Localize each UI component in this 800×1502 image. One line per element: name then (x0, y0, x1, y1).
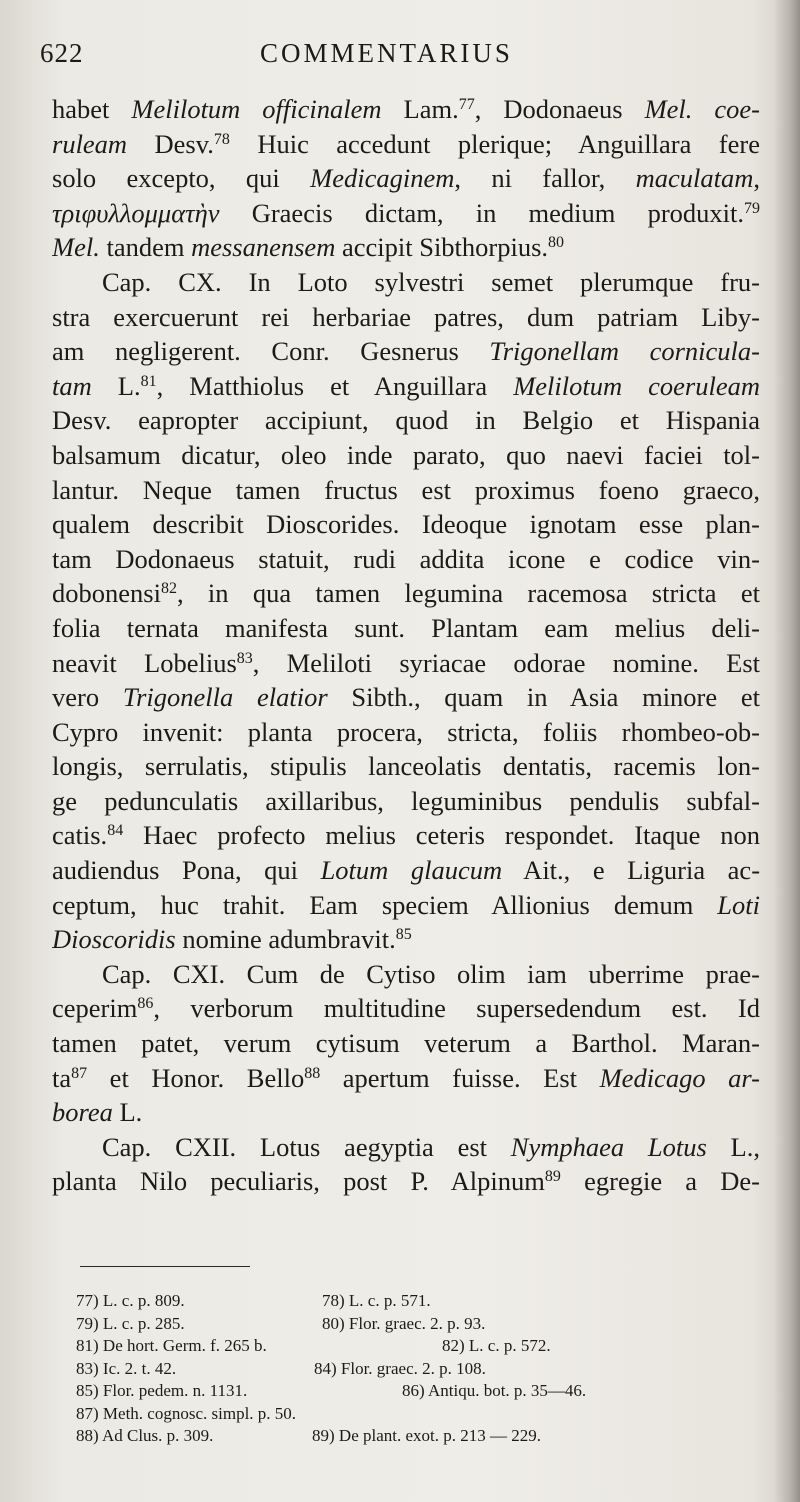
footnote-entry: 79) L. c. p. 285. (76, 1313, 185, 1333)
text-line: Dioscoridis nomine adumbravit.$^{85}$ (52, 924, 412, 955)
text-line: stra exercuerunt rei herbariae patres, dum patriam Liby- (52, 301, 760, 332)
text-line: habet Melilotum officinalem Lam.$^{77}$, Dodonaeus Mel. coe- (52, 94, 760, 124)
text-line: lantur. Neque tamen fructus est proximus foeno graeco, (52, 474, 760, 505)
footnote-entry: 87) Meth. cognosc. simpl. p. 50. (76, 1403, 297, 1423)
page-gutter-shadow (774, 0, 800, 1502)
text-line: dobonensi$^{82}$, in qua tamen legumina racemosa stricta et (52, 578, 760, 609)
text-line: audiendus Pona, qui Lotum glaucum Ait., e Liguria ac- (52, 855, 760, 886)
text-line: Cypro invenit: planta procera, stricta, foliis rhombeo-ob- (52, 716, 760, 747)
text-line: $ta^{87}$ et Honor. Bello$^{88}$ apertum fuisse. Est Medicago ar- (52, 1062, 760, 1093)
text-line: planta Nilo peculiaris, post P. Alpinum$^{89}$ egregie a De- (52, 1166, 760, 1197)
text-line: ceperim$^{86}$, verborum multitudine supersedendum est. Id (52, 993, 760, 1024)
text-line: ruleam Desv.$^{78}$ Huic accedunt plerique; Anguillara fere (52, 128, 760, 159)
footnote-entry: 83) Ic. 2. t. 42. (76, 1358, 177, 1378)
footnote-row (76, 1403, 756, 1426)
footnote-row (76, 1290, 756, 1313)
footnote-row (76, 1313, 756, 1336)
footnote-entry: 85) Flor. pedem. n. 1131. (76, 1381, 248, 1400)
text-line: ceptum, huc trahit. Eam speciem Allionius demum Loti (52, 889, 760, 920)
footnote-entry: 86) Antiqu. bot. p. 35—46. (402, 1381, 587, 1400)
text-line: τριφυλλομματὴν Graecis dictam, in medium produxit.$^{79}$ (52, 197, 760, 228)
footnote-row (76, 1358, 756, 1381)
text-line: Cap. CX. In Loto sylvestri semet plerumque fru- (102, 266, 760, 297)
text-line: Cap. CXI. Cum de Cytiso olim iam uberrime prae- (102, 958, 760, 989)
text-line: am negligerent. Conr. Gesnerus Trigonellam cornicula- (52, 336, 760, 367)
footnote-entry: 78) L. c. p. 571. (322, 1291, 431, 1310)
text-line: borea L. (52, 1097, 143, 1128)
text-line: folia ternata manifesta sunt. Plantam eam melius deli- (52, 612, 760, 643)
main-text-block (52, 92, 760, 1199)
text-line: solo excepto, qui Medicaginem, ni fallor, maculatam, (52, 163, 760, 194)
text-line: ge pedunculatis axillaribus, leguminibus pendulis subfal- (52, 785, 760, 816)
text-line: qualem describit Dioscorides. Ideoque ignotam esse plan- (52, 509, 760, 540)
footnote-entry: 80) Flor. graec. 2. p. 93. (322, 1313, 486, 1333)
text-line: vero Trigonella elatior Sibth., quam in Asia minore et (52, 682, 760, 713)
footnote-entry: 77) L. c. p. 809. (76, 1291, 185, 1310)
text-line: Mel. tandem messanensem accipit Sibthorpius.$^{80}$ (52, 232, 565, 263)
page-number: 622 (40, 38, 84, 68)
text-line: catis.$^{84}$ Haec profecto melius ceteris respondet. Itaque non (52, 820, 760, 851)
footnote-row (76, 1380, 756, 1403)
footnote-row (76, 1335, 756, 1358)
footnotes-block (76, 1290, 756, 1448)
text-line: tamen patet, verum cytisum veterum a Barthol. Maran- (52, 1028, 760, 1059)
text-line: Desv. eapropter accipiunt, quod in Belgio et Hispania (52, 405, 760, 436)
page-header (40, 38, 760, 82)
footnote-entry: 89) De plant. exot. p. 213 — 229. (312, 1426, 541, 1445)
footnote-entry: 82) L. c. p. 572. (442, 1336, 551, 1355)
text-line: balsamum dicatur, oleo inde parato, quo naevi faciei tol- (52, 439, 760, 470)
text-line: Cap. CXII. Lotus aegyptia est Nymphaea Lotus L., (102, 1131, 760, 1162)
text-line: tam L.$^{81}$, Matthiolus et Anguillara Melilotum coeruleam (52, 370, 760, 401)
footnote-entry: 81) De hort. Germ. f. 265 b. (76, 1336, 267, 1355)
text-line: neavit Lobelius$^{83}$, Meliloti syriacae odorae nomine. Est (52, 647, 760, 678)
running-head: COMMENTARIUS (260, 38, 513, 68)
footnote-row (76, 1425, 756, 1448)
footnote-entry: 88) Ad Clus. p. 309. (76, 1426, 214, 1445)
text-line: longis, serrulatis, stipulis lanceolatis dentatis, racemis lon- (52, 751, 760, 782)
text-line: tam Dodonaeus statuit, rudi addita icone e codice vin- (52, 543, 760, 574)
footnote-separator-rule (80, 1266, 250, 1267)
footnote-entry: 84) Flor. graec. 2. p. 108. (314, 1358, 486, 1378)
